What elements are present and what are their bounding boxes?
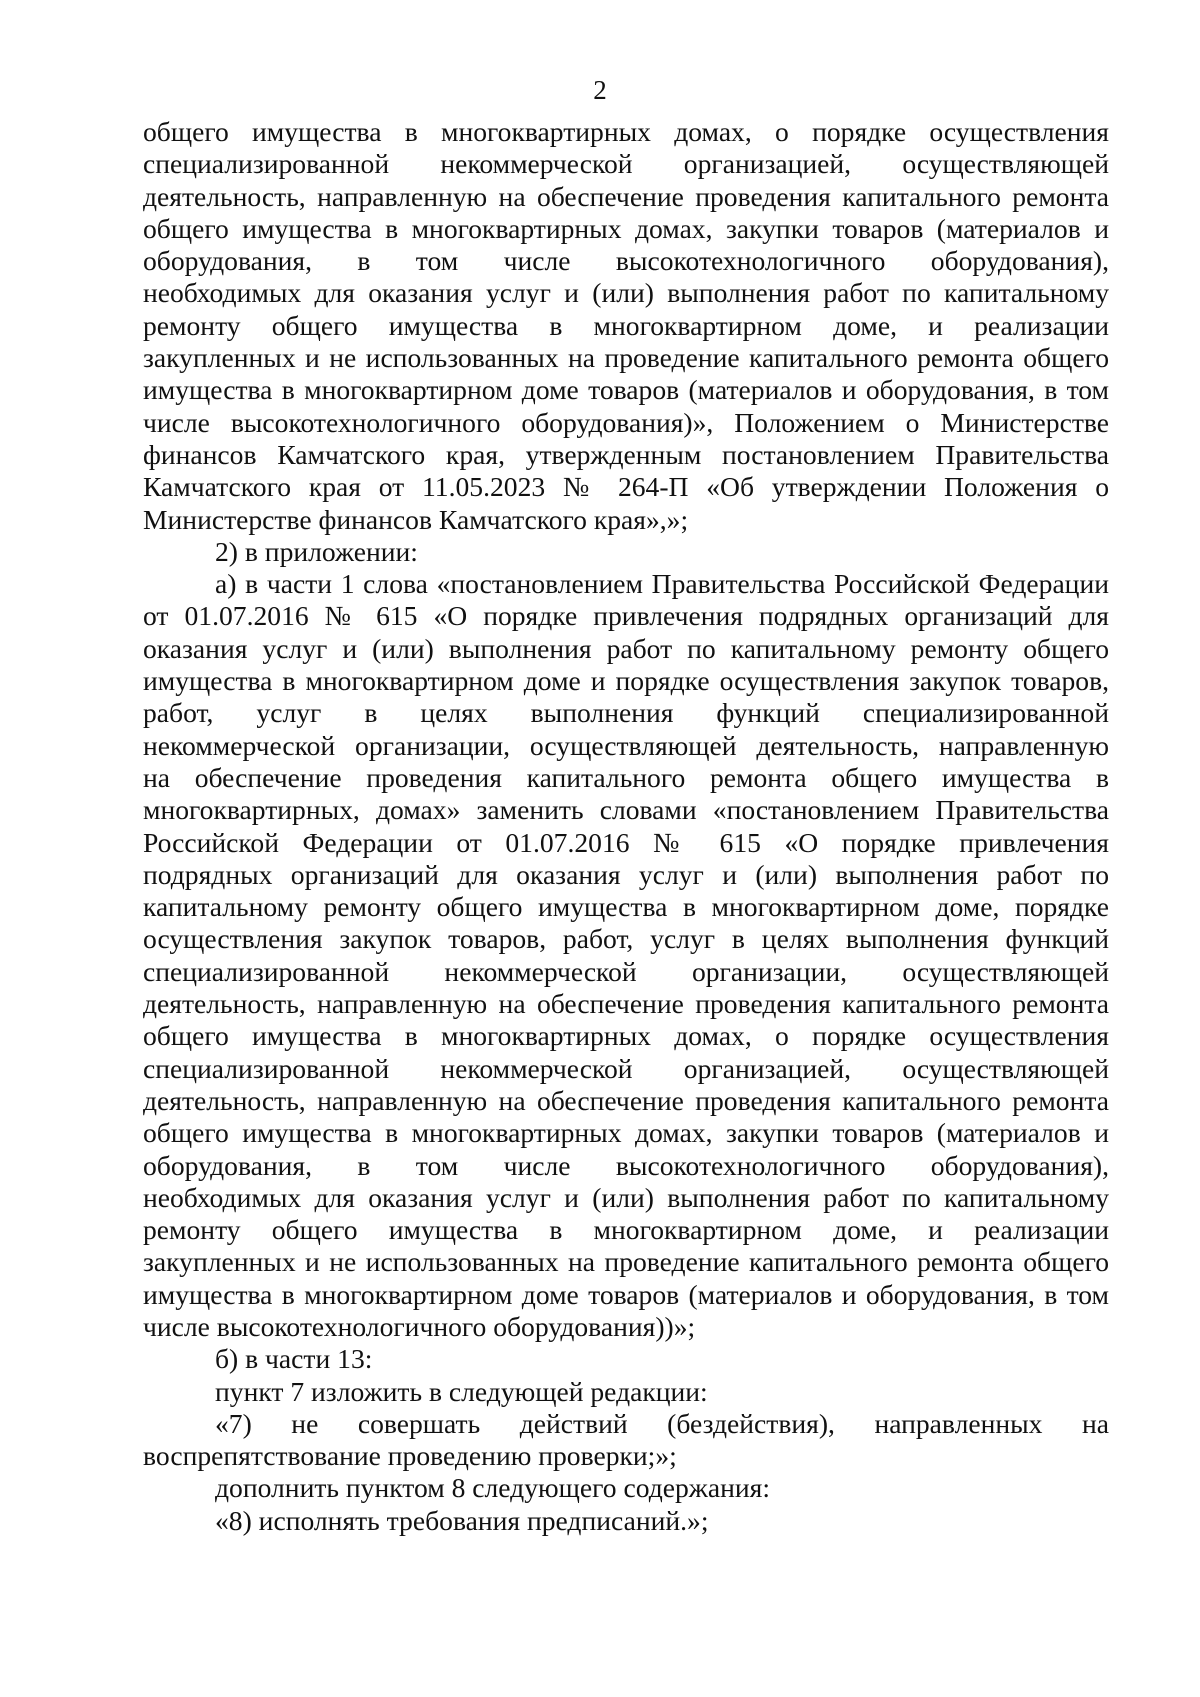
paragraph	[143, 1472, 1109, 1504]
text-line: закупленных и не использованных на проведение капитального ремонта общего	[143, 342, 1109, 374]
text-line: капитальному ремонту общего имущества в многоквартирном доме, порядке	[143, 891, 1109, 923]
text-line: необходимых для оказания услуг и (или) выполнения работ по капитальному	[143, 277, 1109, 309]
text-line: специализированной некоммерческой организации, осуществляющей	[143, 955, 1109, 987]
text-line: деятельность, направленную на обеспечение проведения капитального ремонта	[143, 988, 1109, 1020]
text-line: необходимых для оказания услуг и (или) выполнения работ по капитальному	[143, 1181, 1109, 1213]
text-line: деятельность, направленную на обеспечение проведения капитального ремонта	[143, 180, 1109, 212]
text-line: на обеспечение проведения капитального ремонта общего имущества в	[143, 761, 1109, 793]
text-line: подрядных организаций для оказания услуг и (или) выполнения работ по	[143, 858, 1109, 890]
text-line: воспрепятствование проведению проверки;»;	[143, 1440, 677, 1472]
paragraph	[143, 1505, 1109, 1537]
text-line: специализированной некоммерческой организацией, осуществляющей	[143, 148, 1109, 180]
text-line: пункт 7 изложить в следующей редакции:	[215, 1375, 708, 1407]
text-line: общего имущества в многоквартирных домах, о порядке осуществления	[143, 1020, 1109, 1052]
text-line: общего имущества в многоквартирных домах, закупки товаров (материалов и	[143, 1117, 1109, 1149]
paragraph	[143, 568, 1109, 1343]
text-line: числе высокотехнологичного оборудования))»;	[143, 1310, 696, 1342]
text-line: некоммерческой организации, осуществляющей деятельность, направленную	[143, 729, 1109, 761]
text-line: работ, услуг в целях выполнения функций специализированной	[143, 697, 1109, 729]
text-line: Министерстве финансов Камчатского края»,»;	[143, 503, 689, 535]
paragraph	[143, 1408, 1109, 1473]
text-line: Камчатского края от 11.05.2023 № 264-П «Об утверждении Положения о	[143, 471, 1109, 503]
text-line: от 01.07.2016 № 615 «О порядке привлечения подрядных организаций для	[143, 600, 1109, 632]
text-line: оказания услуг и (или) выполнения работ по капитальному ремонту общего	[143, 632, 1109, 664]
paragraph	[143, 1376, 1109, 1408]
text-line: ремонту общего имущества в многоквартирном доме, и реализации	[143, 309, 1109, 341]
page-number: 2	[593, 75, 607, 105]
text-line: имущества в многоквартирном доме и порядке осуществления закупок товаров,	[143, 665, 1109, 697]
text-line: деятельность, направленную на обеспечение проведения капитального ремонта	[143, 1084, 1109, 1116]
text-line: Российской Федерации от 01.07.2016 № 615 «О порядке привлечения	[143, 826, 1109, 858]
text-line: общего имущества в многоквартирных домах, о порядке осуществления	[143, 116, 1109, 147]
text-line: б) в части 13:	[215, 1343, 373, 1375]
text-line: осуществления закупок товаров, работ, услуг в целях выполнения функций	[143, 923, 1109, 955]
text-line: закупленных и не использованных на проведение капитального ремонта общего	[143, 1246, 1109, 1278]
paragraph	[143, 116, 1109, 536]
text-line: оборудования, в том числе высокотехнологичного оборудования),	[143, 1149, 1109, 1181]
text-line: «7) не совершать действий (бездействия), направленных на	[215, 1407, 1109, 1439]
text-line: «8) исполнять требования предписаний.»;	[215, 1504, 709, 1536]
text-line: ремонту общего имущества в многоквартирном доме, и реализации	[143, 1214, 1109, 1246]
text-line: дополнить пунктом 8 следующего содержания:	[215, 1472, 770, 1504]
text-line: 2) в приложении:	[215, 535, 418, 567]
paragraph	[143, 1343, 1109, 1375]
paragraph	[143, 536, 1109, 568]
text-line: специализированной некоммерческой организацией, осуществляющей	[143, 1052, 1109, 1084]
text-line: имущества в многоквартирном доме товаров (материалов и оборудования, в том	[143, 374, 1109, 406]
text-line: финансов Камчатского края, утвержденным постановлением Правительства	[143, 438, 1109, 470]
text-line: общего имущества в многоквартирных домах, закупки товаров (материалов и	[143, 212, 1109, 244]
text-line: многоквартирных, домах» заменить словами «постановлением Правительства	[143, 794, 1109, 826]
document-body	[143, 116, 1109, 1537]
text-line: а) в части 1 слова «постановлением Правительства Российской Федерации	[215, 568, 1109, 600]
text-line: оборудования, в том числе высокотехнологичного оборудования),	[143, 245, 1109, 277]
text-line: числе высокотехнологичного оборудования)», Положением о Министерстве	[143, 406, 1109, 438]
text-line: имущества в многоквартирном доме товаров (материалов и оборудования, в том	[143, 1278, 1109, 1310]
